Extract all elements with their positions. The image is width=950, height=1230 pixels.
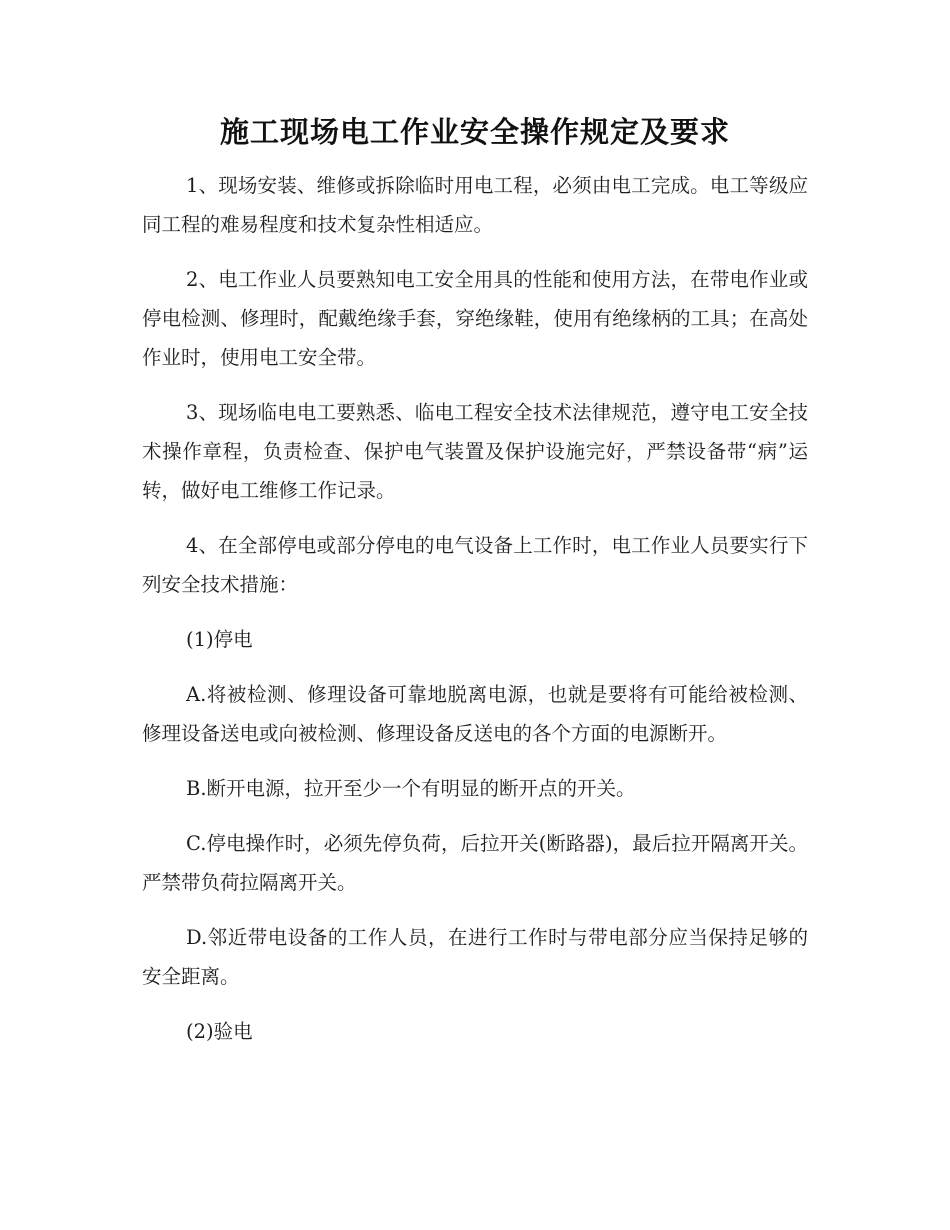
document-title: 施工现场电工作业安全操作规定及要求 [219, 115, 730, 149]
paragraph-item-b: B.断开电源，拉开至少一个有明显的断开点的开关。 [186, 777, 636, 800]
document-body [142, 166, 808, 1051]
paragraph-item-1: 1、现场安装、维修或拆除临时用电工程，必须由电工完成。电工等级应同工程的难易程度和技术复杂性相适应。 [142, 174, 808, 236]
paragraph-item-4: 4、在全部停电或部分停电的电气设备上工作时，电工作业人员要实行下列安全技术措施： [142, 534, 808, 596]
paragraph-item-c: C.停电操作时，必须先停负荷，后拉开关(断路器)，最后拉开隔离开关。严禁带负荷拉隔离开关。 [142, 832, 808, 894]
paragraph-item-d: D.邻近带电设备的工作人员，在进行工作时与带电部分应当保持足够的安全距离。 [142, 926, 808, 988]
paragraph-item-3: 3、现场临电电工要熟悉、临电工程安全技术法律规范，遵守电工安全技术操作章程，负责检查、保护电气装置及保护设施完好，严禁设备带“病”运转，做好电工维修工作记录。 [142, 401, 808, 502]
subheading-power-off: (1)停电 [186, 628, 253, 651]
subheading-voltage-test: (2)验电 [186, 1020, 253, 1043]
paragraph-item-2: 2、电工作业人员要熟知电工安全用具的性能和使用方法，在带电作业或停电检测、修理时，配戴绝缘手套，穿绝缘鞋，使用有绝缘柄的工具；在高处作业时，使用电工安全带。 [142, 268, 808, 369]
paragraph-item-a: A.将被检测、修理设备可靠地脱离电源，也就是要将有可能给被检测、修理设备送电或向被检测、修理设备反送电的各个方面的电源断开。 [142, 683, 808, 745]
